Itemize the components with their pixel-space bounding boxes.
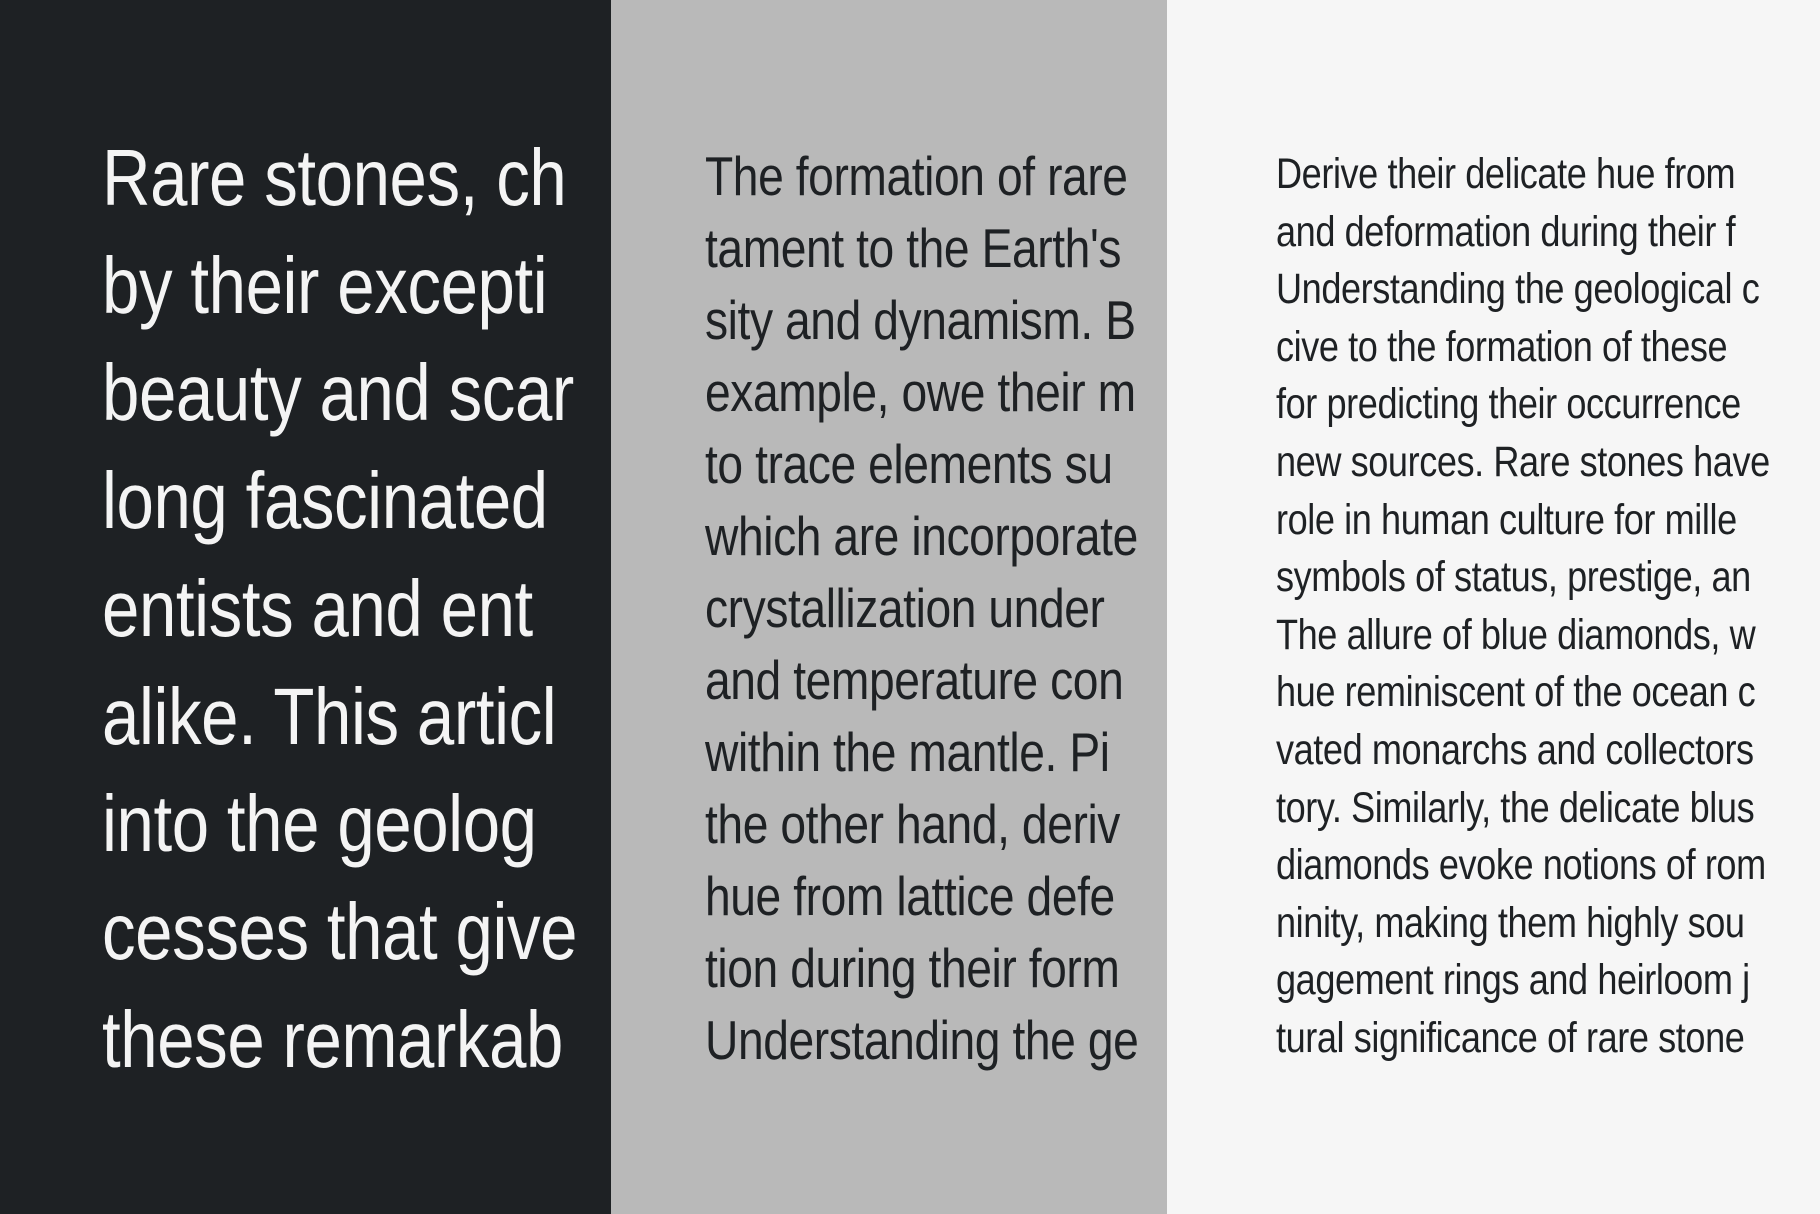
text-line: these remarkab <box>102 994 564 1084</box>
light-text-column <box>1276 146 1770 1068</box>
text-line: which are incorporate <box>705 505 1138 567</box>
text-line: role in human culture for mille <box>1276 495 1737 544</box>
text-line: The allure of blue diamonds, w <box>1276 610 1756 659</box>
text-line: alike. This articl <box>102 671 557 761</box>
text-line: gagement rings and heirloom j <box>1276 956 1750 1005</box>
text-line: Understanding the ge <box>705 1009 1139 1071</box>
text-line: tory. Similarly, the delicate blus <box>1276 783 1755 832</box>
text-line: Understanding the geological c <box>1276 265 1760 314</box>
gray-panel <box>611 0 1167 1214</box>
text-line: hue reminiscent of the ocean c <box>1276 668 1756 717</box>
text-line: Derive their delicate hue from <box>1276 150 1736 198</box>
text-line: symbols of status, prestige, an <box>1276 553 1751 602</box>
text-line: to trace elements su <box>705 433 1113 495</box>
text-line: beauty and scar <box>102 348 574 438</box>
text-line: example, owe their m <box>705 361 1136 423</box>
text-line: tion during their form <box>705 937 1120 999</box>
text-line: The formation of rare <box>705 145 1128 207</box>
text-line: tural significance of rare stone <box>1276 1013 1745 1062</box>
light-panel <box>1167 0 1820 1214</box>
text-line: and temperature con <box>705 649 1124 711</box>
text-line: hue from lattice defe <box>705 865 1115 927</box>
dark-panel <box>0 0 611 1214</box>
text-line: cive to the formation of these <box>1276 322 1728 371</box>
text-line: vated monarchs and collectors <box>1276 725 1754 774</box>
text-line: entists and ent <box>102 563 533 653</box>
text-line: diamonds evoke notions of rom <box>1276 841 1766 890</box>
text-line: Rare stones, ch <box>102 133 567 222</box>
text-line: the other hand, deriv <box>705 793 1120 855</box>
text-line: and deformation during their f <box>1276 207 1736 256</box>
text-line: into the geolog <box>102 779 537 869</box>
text-line: within the mantle. Pi <box>705 721 1110 783</box>
text-line: ninity, making them highly sou <box>1276 898 1745 947</box>
text-line: tament to the Earth's <box>705 217 1122 279</box>
gray-text-column <box>705 140 1138 1076</box>
text-line: for predicting their occurrence <box>1276 380 1741 429</box>
text-line: long fascinated <box>102 456 548 546</box>
text-line: sity and dynamism. B <box>705 289 1136 351</box>
text-line: crystallization under <box>705 577 1105 639</box>
text-line: cesses that give <box>102 886 578 976</box>
dark-text-column <box>102 124 577 1093</box>
text-line: by their excepti <box>102 240 548 330</box>
text-line: new sources. Rare stones have <box>1276 437 1770 486</box>
